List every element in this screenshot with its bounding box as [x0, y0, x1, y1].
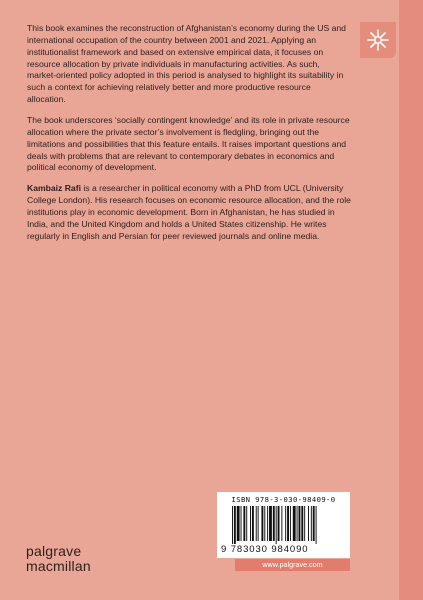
barcode-bar: [308, 506, 309, 541]
barcode-bar: [267, 506, 268, 541]
barcode-bar: [316, 506, 317, 544]
barcode-bar: [293, 506, 296, 541]
blurb-paragraph-2: The book underscores ‘socially contingent knowledge’ and its role in private resource allocation where the private sector’s involvement is fledgling, bringing out the limitations and possibilities that this feature entails. It raises important questions and deals with problems that are relevant to contemporary debates in economics and political economy of development.: [27, 115, 350, 173]
blurb-text: [27, 23, 351, 252]
barcode-bar: [313, 506, 315, 541]
publisher-logo: [26, 544, 91, 573]
barcode-bar: [258, 506, 259, 541]
barcode-bar: [304, 506, 305, 541]
barcode-bar: [311, 506, 312, 541]
author-name: Kambaiz Rafi: [27, 183, 81, 194]
barcode-bar: [273, 506, 275, 541]
barcode-bar: [256, 506, 257, 541]
publisher-name-line-2: macmillan: [26, 557, 91, 574]
isbn-barcode: [217, 492, 350, 558]
isbn-label: ISBN 978-3-030-98409-0: [231, 495, 336, 504]
barcode-digits: 9 783030 984090: [221, 544, 309, 555]
barcode-bar: [264, 506, 265, 541]
barcode-bar: [241, 506, 242, 541]
barcode-bar: [234, 506, 236, 544]
barcode-bar: [301, 506, 303, 541]
barcode-bar: [232, 506, 233, 544]
barcode-bar: [285, 506, 286, 541]
spine-strip: [399, 0, 423, 600]
barcode-bar: [276, 506, 277, 544]
barcode-bar: [237, 506, 240, 541]
barcode-bar: [246, 506, 247, 541]
author-bio-text: is a researcher in political economy with a PhD from UCL (University College London). His research focuses on economic resource allocation, and the role institutions play in economic development. Born in Afghanistan, he has studied in India, and the United Kingdom and holds a United States citizenship. He writes regularly in English and Persian for peer reviewed journals and online media.: [27, 183, 351, 241]
author-bio: [27, 183, 351, 242]
barcode-bars: [232, 506, 344, 544]
publisher-url: www.palgrave.com: [235, 559, 350, 571]
barcode-bar: [281, 506, 282, 541]
barcode-bar: [287, 506, 289, 541]
barcode-bar: [250, 506, 251, 541]
barcode-bar: [297, 506, 298, 541]
barcode-bar: [261, 506, 263, 541]
barcode-bar: [278, 506, 280, 541]
palgrave-star-icon: [360, 22, 396, 58]
barcode-bar: [243, 506, 245, 541]
barcode-bar: [299, 506, 301, 541]
publisher-name-line-1: palgrave: [26, 543, 82, 559]
barcode-bar: [290, 506, 291, 541]
barcode-bar: [269, 506, 272, 541]
blurb-paragraph-1: This book examines the reconstruction of Afghanistan’s economy during the US and international occupation of the country between 2001 and 2021. Applying an institutionalist framework and based on extensive empirical data, it focuses on resource allocation by private individuals in manufacturing activities. As such, market-oriented policy adopted in this period is analysed to highlight its suitability in such a context for achieving relatively better and more productive resource allocation.: [27, 23, 346, 105]
barcode-bar: [252, 506, 254, 541]
